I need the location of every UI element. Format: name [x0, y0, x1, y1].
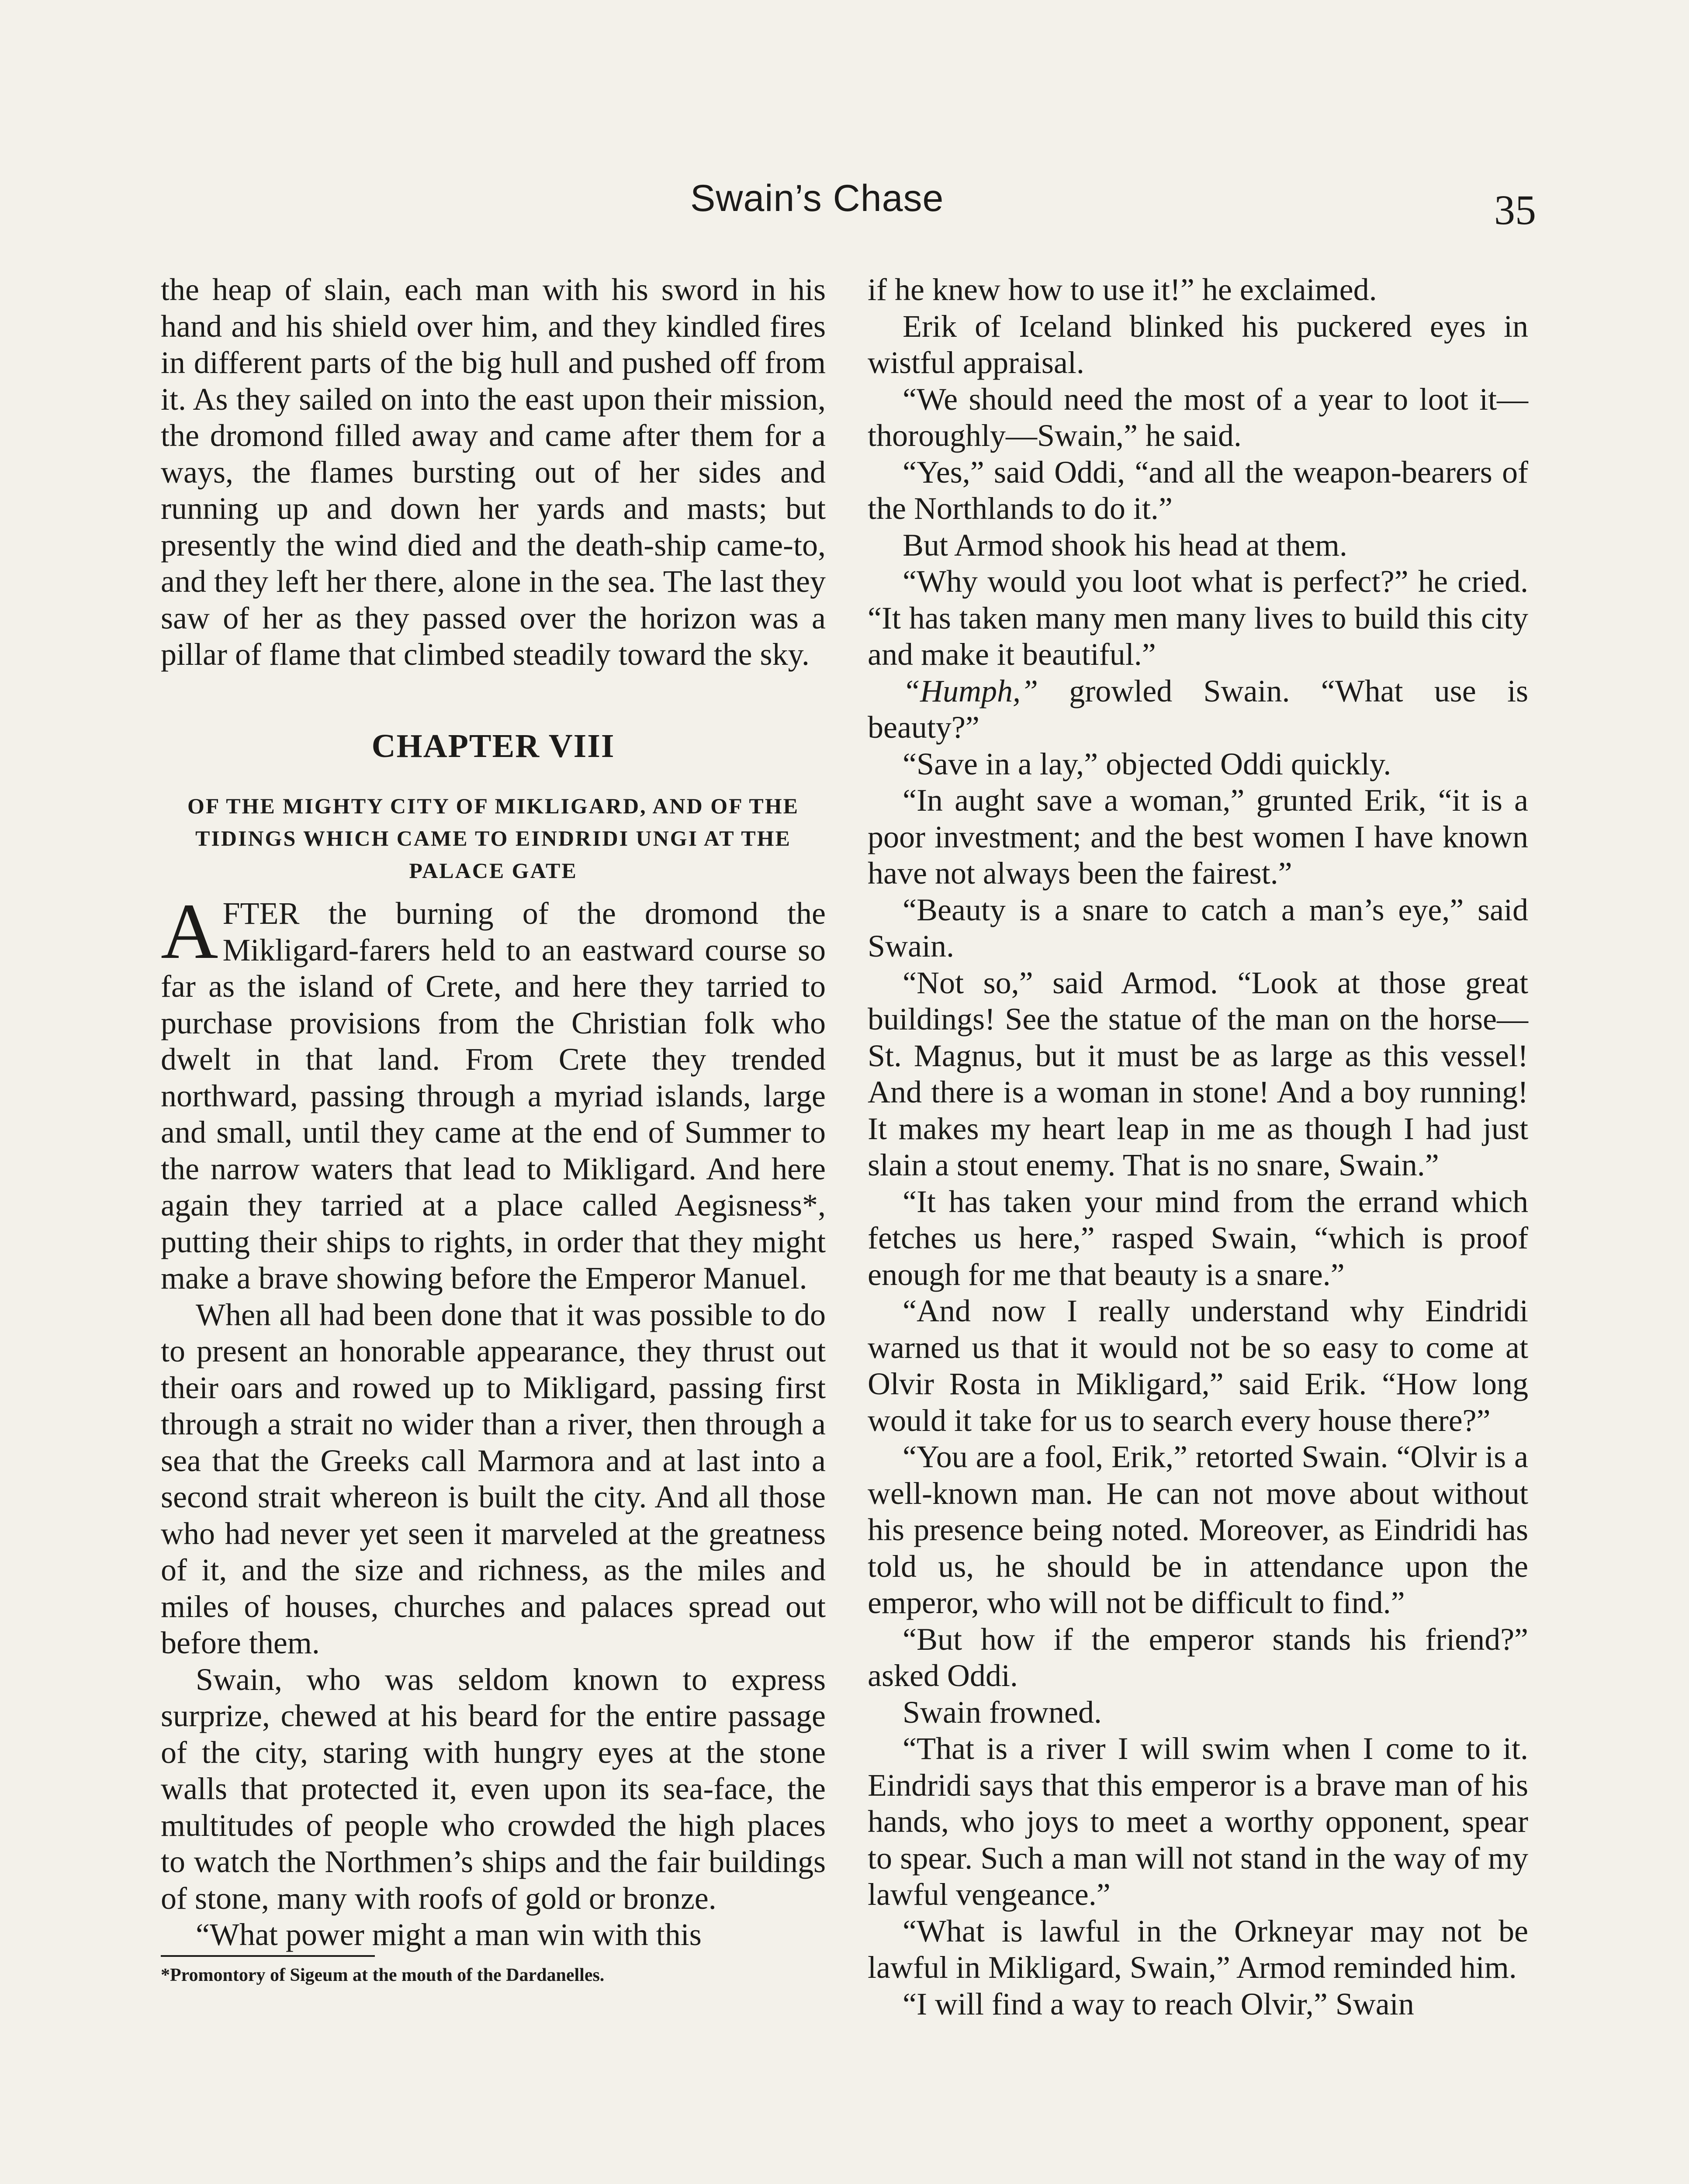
- paragraph: [868, 673, 1528, 746]
- italic-exclamation: “Humph,”: [903, 673, 1038, 708]
- paragraph: Erik of Iceland blinked his puckered eyes in wistful appraisal.: [868, 308, 1528, 380]
- paragraph: “You are a fool, Erik,” retorted Swain. “Olvir is a well-known man. He can not move about without his presence being noted. Moreover, as Eindridi has told us, he should be in attendance upon the emperor, who will not be difficult to find.”: [868, 1439, 1528, 1620]
- footnote: *Promontory of Sigeum at the mouth of the Dardanelles.: [161, 1965, 605, 1985]
- paragraph-text: FTER the burning of the dromond the Mikligard-farers held to an eastward course so far as the island of Crete, and here they tarried to purchase provisions from the Christian folk who dwelt in that land. From Crete they trended northward, passing through a myriad islands, large and small, until they came at the end of Summer to the narrow waters that lead to Mikligard. And here again they tarried at a place called Aegisness*, putting their ships to rights, in order that they might make a brave showing before the Emperor Manuel.: [161, 896, 826, 1296]
- footnote-rule: [161, 1955, 375, 1957]
- drop-cap: A: [161, 888, 218, 975]
- left-column: [161, 272, 826, 1987]
- paragraph: “We should need the most of a year to loot it—thoroughly—Swain,” he said.: [868, 381, 1528, 453]
- paragraph: if he knew how to use it!” he exclaimed.: [868, 272, 1377, 307]
- paragraph: “That is a river I will swim when I come to it. Eindridi says that this emperor is a brave man of his hands, who joys to meet a worthy opponent, spear to spear. Such a man will not stand in the way of my lawful vengeance.”: [868, 1731, 1528, 1912]
- paragraph: “It has taken your mind from the errand which fetches us here,” rasped Swain, “which is proof enough for me that beauty is a snare.”: [868, 1184, 1528, 1292]
- page-number: 35: [1494, 187, 1536, 233]
- right-column: [868, 272, 1528, 2022]
- paragraph: “In aught save a woman,” grunted Erik, “it is a poor investment; and the best women I have known have not always been the fairest.”: [868, 783, 1528, 891]
- paragraph: “And now I really understand why Eindridi warned us that it would not be so easy to come at Olvir Rosta in Mikligard,” said Erik. “How long would it take for us to search every house there?”: [868, 1293, 1528, 1438]
- paragraph: [161, 888, 826, 1297]
- paragraph: “Why would you loot what is perfect?” he cried. “It has taken many men many lives to build this city and make it beautiful.”: [868, 564, 1528, 672]
- paragraph: “What is lawful in the Orkneyar may not be lawful in Mikligard, Swain,” Armod reminded him.: [868, 1913, 1528, 1985]
- paragraph: “Not so,” said Armod. “Look at those great buildings! See the statue of the man on the horse—St. Magnus, but it must be as large as this vessel! And there is a woman in stone! And a boy running! It makes my heart leap in me as though I had just slain a stout enemy. That is no snare, Swain.”: [868, 965, 1528, 1182]
- paragraph: “Save in a lay,” objected Oddi quickly.: [903, 746, 1391, 781]
- paragraph: “But how if the emperor stands his friend?” asked Oddi.: [868, 1621, 1528, 1693]
- paragraph: the heap of slain, each man with his sword in his hand and his shield over him, and they kindled fires in different parts of the big hull and pushed off from it. As they sailed on into the east upon their mission, the dromond filled away and came after them for a ways, the flames bursting out of her sides and running up and down her yards and masts; but presently the wind died and the death-ship came-to, and they left her there, alone in the sea. The last they saw of her as they passed over the horizon was a pillar of flame that climbed steadily toward the sky.: [161, 272, 826, 672]
- paragraph: When all had been done that it was possible to do to present an honorable appearance, they thrust out their oars and rowed up to Mikligard, passing first through a strait no wider than a river, then through a sea that the Greeks call Marmora and at last into a second strait whereon is built the city. And all those who had never yet seen it marveled at the greatness of it, and the size and richness, as the miles and miles of houses, churches and palaces spread out before them.: [161, 1297, 826, 1660]
- paragraph: But Armod shook his head at them.: [903, 527, 1347, 563]
- paragraph: “Yes,” said Oddi, “and all the weapon-bearers of the Northlands to do it.”: [868, 454, 1528, 526]
- paragraph: “I will find a way to reach Olvir,” Swain: [903, 1986, 1414, 2022]
- paragraph: “Beauty is a snare to catch a man’s eye,” said Swain.: [868, 892, 1528, 964]
- chapter-subtitle: OF THE MIGHTY CITY OF MIKLIGARD, AND OF THE TIDINGS WHICH CAME TO EINDRIDI UNGI AT THE PALACE GATE: [187, 794, 799, 883]
- paragraph: Swain, who was seldom known to express surprize, chewed at his beard for the entire passage of the city, staring with hungry eyes at the stone walls that protected it, even upon its sea-face, the multitudes of people who crowded the high places to watch the Northmen’s ships and the fair buildings of stone, many with roofs of gold or bronze.: [161, 1662, 826, 1916]
- paragraph: Swain frowned.: [903, 1694, 1102, 1730]
- paragraph-text: growled Swain. “What use is beauty?”: [868, 673, 1528, 745]
- page-title: Swain’s Chase: [690, 177, 944, 219]
- paragraph: “What power might a man win with this: [196, 1917, 702, 1952]
- chapter-heading: CHAPTER VIII: [371, 727, 615, 764]
